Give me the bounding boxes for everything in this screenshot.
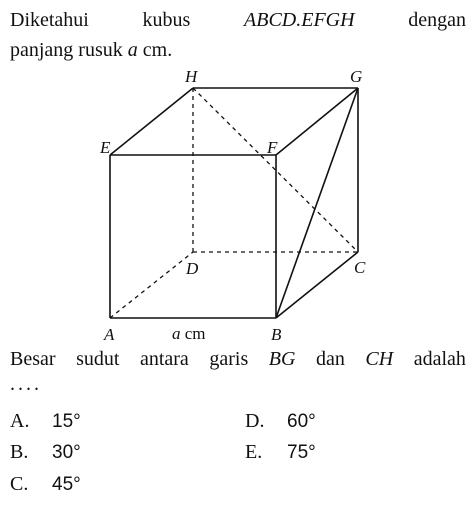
intro-word: kubus [142,9,191,31]
option-letter: A. [10,410,30,432]
option-value: 15° [52,411,81,432]
option-value: 75° [287,442,316,463]
vertex-label-C: C [354,258,366,277]
intro-text: panjang rusuk [10,39,128,61]
edge-length-var: a [172,324,181,343]
vertex-label-G: G [350,67,363,86]
question-word: adalah [413,348,466,370]
option-d[interactable] [245,409,316,434]
option-letter: B. [10,441,29,463]
intro-unit: cm. [137,39,173,61]
option-value: 30° [52,442,81,463]
option-letter: D. [245,410,265,432]
question-word: garis [209,348,249,370]
option-b[interactable] [10,440,81,465]
vertex-label-B: B [271,325,282,344]
question-word: sudut [76,348,120,370]
question-line-1 [10,347,466,371]
edge-length-label [172,324,206,343]
question-ellipsis: .... [10,373,42,395]
vertex-label-F: F [267,138,278,157]
edge-AD [110,252,193,318]
line-CH: CH [365,348,394,370]
vertex-label-E: E [100,138,111,157]
option-letter: E. [245,441,263,463]
vertex-label-D: D [186,259,199,278]
question-word: Besar [10,348,56,370]
option-letter: C. [10,473,29,495]
option-e[interactable] [245,440,316,465]
cube-name: ABCD.EFGH [244,9,355,31]
intro-word: Diketahui [10,9,89,31]
option-a[interactable] [10,409,81,434]
edge-length-unit: cm [180,324,206,343]
edge-EH [110,88,193,155]
line-BG: BG [268,348,296,370]
edge-variable: a [127,39,138,61]
option-value: 45° [52,474,81,495]
vertex-label-A: A [104,325,115,344]
intro-word: dengan [408,9,466,31]
option-c[interactable] [10,472,81,497]
vertex-label-H: H [185,67,198,86]
question-word: antara [139,348,189,370]
option-value: 60° [287,411,316,432]
question-word: dan [315,348,345,370]
